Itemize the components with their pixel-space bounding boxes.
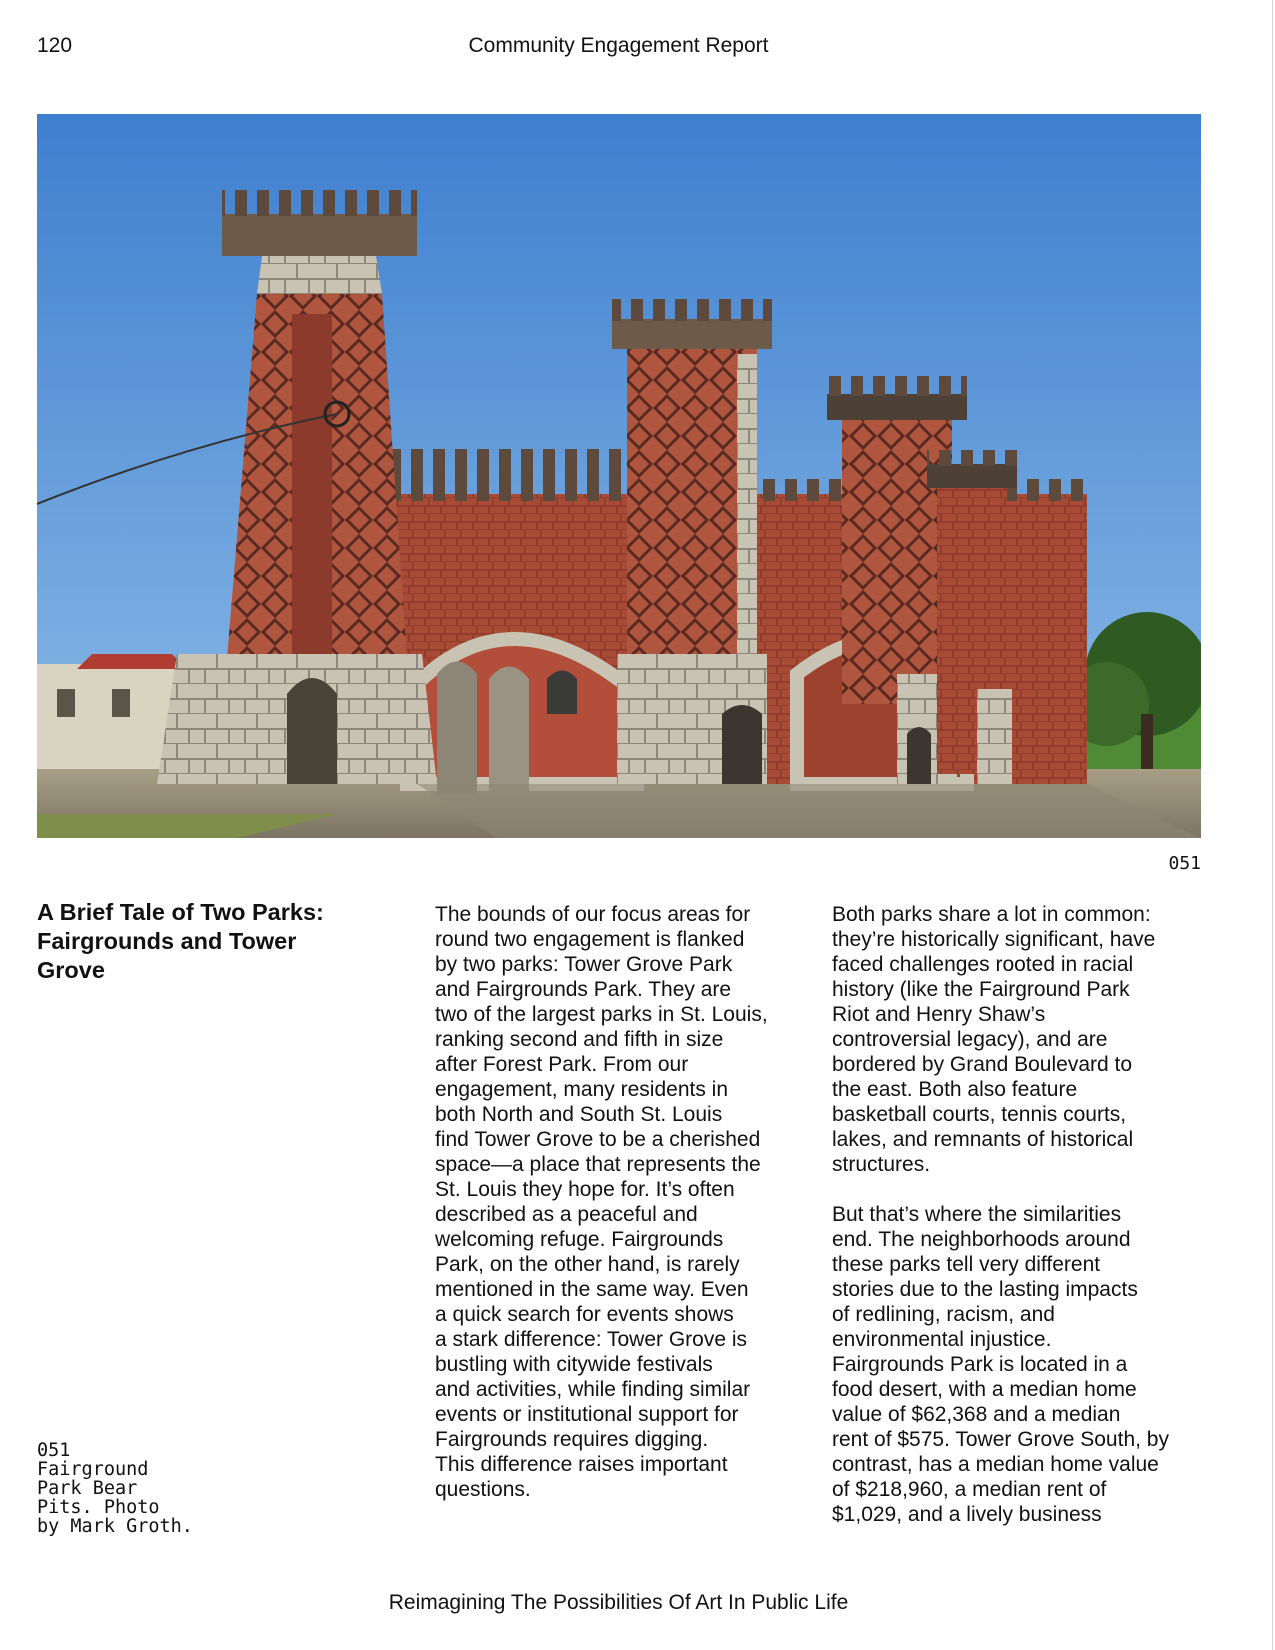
body-line: bordered by Grand Boulevard to — [832, 1053, 1133, 1076]
section-heading: A Brief Tale of Two Parks: Fairgrounds and Tower Grove — [37, 899, 324, 983]
body-line: food desert, with a median home — [832, 1378, 1137, 1401]
body-line: find Tower Grove to be a cherished — [435, 1128, 761, 1151]
body-line: stories due to the lasting impacts — [832, 1278, 1138, 1301]
body-line: both North and South St. Louis — [435, 1103, 723, 1126]
body-line: end. The neighborhoods around — [832, 1228, 1131, 1251]
body-line: welcoming refuge. Fairgrounds — [435, 1228, 724, 1251]
body-line: and Fairgrounds Park. They are — [435, 978, 732, 1001]
body-line: ranking second and fifth in size — [435, 1028, 724, 1051]
body-line: of redlining, racism, and — [832, 1303, 1055, 1326]
body-line: bustling with citywide festivals — [435, 1353, 713, 1376]
body-line: after Forest Park. From our — [435, 1053, 689, 1076]
body-line: environmental injustice. — [832, 1328, 1052, 1351]
report-title: Community Engagement Report — [468, 34, 769, 57]
fairground-park-bear-pits-photo — [37, 114, 1201, 838]
body-line: questions. — [435, 1478, 531, 1501]
page-edge-rule — [1272, 0, 1273, 1650]
body-line: by two parks: Tower Grove Park — [435, 953, 733, 976]
photo-reference-number: 051 — [1168, 853, 1201, 874]
body-line: contrast, has a median home value — [832, 1453, 1159, 1476]
body-line: structures. — [832, 1153, 931, 1176]
body-line: round two engagement is flanked — [435, 928, 745, 951]
body-line: two of the largest parks in St. Louis, — [435, 1003, 768, 1026]
body-line: Riot and Henry Shaw’s — [832, 1003, 1046, 1026]
body-line: The bounds of our focus areas for — [435, 903, 751, 926]
body-line: rent of $575. Tower Grove South, by — [832, 1428, 1169, 1451]
body-line: Park, on the other hand, is rarely — [435, 1253, 740, 1276]
footer-tagline: Reimagining The Possibilities Of Art In Public Life — [388, 1591, 849, 1614]
body-line: a quick search for events shows — [435, 1303, 734, 1326]
body-line: value of $62,368 and a median — [832, 1403, 1121, 1426]
body-line: This difference raises important — [435, 1453, 728, 1476]
body-line: engagement, many residents in — [435, 1078, 729, 1101]
body-line: Fairgrounds Park is located in a — [832, 1353, 1128, 1376]
body-line: Both parks share a lot in common: — [832, 903, 1151, 926]
body-line: lakes, and remnants of historical — [832, 1128, 1134, 1151]
body-line: controversial legacy), and are — [832, 1028, 1108, 1051]
body-line: $1,029, and a lively business — [832, 1503, 1102, 1526]
paragraph-gap — [832, 1177, 1212, 1202]
body-line: described as a peaceful and — [435, 1203, 698, 1226]
body-line: faced challenges rooted in racial — [832, 953, 1134, 976]
caption-line: 051 — [37, 1440, 71, 1461]
body-column-1 — [435, 902, 815, 1502]
body-line: they’re historically significant, have — [832, 928, 1156, 951]
body-column-2 — [832, 902, 1212, 1527]
body-line: these parks tell very different — [832, 1253, 1101, 1276]
body-line: of $218,960, a median rent of — [832, 1478, 1107, 1501]
body-line: Fairgrounds requires digging. — [435, 1428, 709, 1451]
body-line: basketball courts, tennis courts, — [832, 1103, 1127, 1126]
caption-line: Park Bear — [37, 1478, 138, 1499]
caption-line: Pits. Photo — [37, 1497, 160, 1518]
body-line: events or institutional support for — [435, 1403, 739, 1426]
body-line: But that’s where the similarities — [832, 1203, 1122, 1226]
body-line: St. Louis they hope for. It’s often — [435, 1178, 735, 1201]
body-line: a stark difference: Tower Grove is — [435, 1328, 748, 1351]
body-line: history (like the Fairground Park — [832, 978, 1130, 1001]
caption-line: Fairground — [37, 1459, 149, 1480]
body-line: and activities, while finding similar — [435, 1378, 751, 1401]
caption-line: by Mark Groth. — [37, 1516, 193, 1537]
body-line: the east. Both also feature — [832, 1078, 1078, 1101]
body-line: space—a place that represents the — [435, 1153, 761, 1176]
page-number: 120 — [37, 34, 73, 57]
body-line: mentioned in the same way. Even — [435, 1278, 749, 1301]
photo-caption — [37, 1441, 217, 1536]
